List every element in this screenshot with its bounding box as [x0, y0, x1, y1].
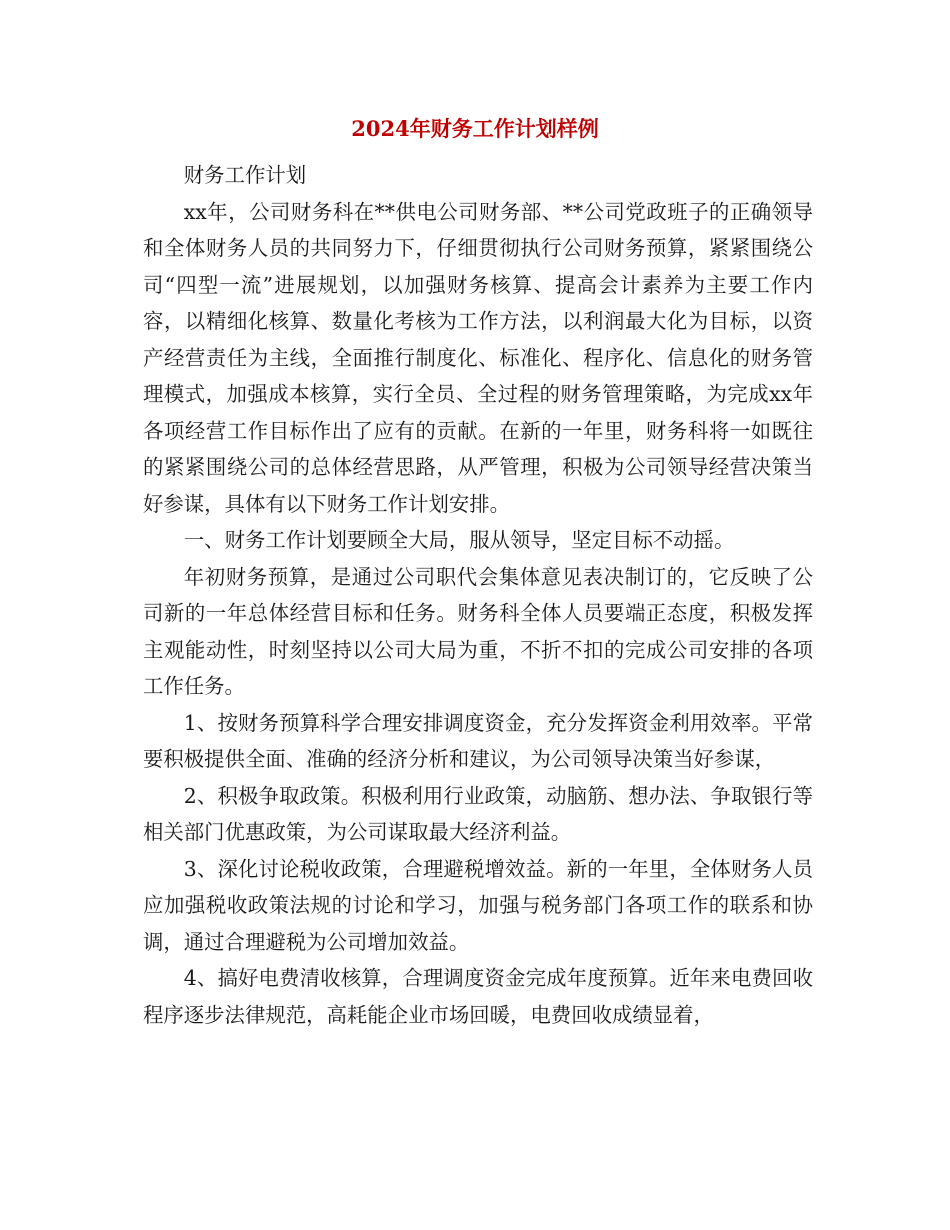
list-item: 2、积极争取政策。积极利用行业政策，动脑筋、想办法、争取银行等相关部门优惠政策，为公司谋取最大经济利益。 [143, 783, 813, 844]
paragraph: xx年，公司财务科在**供电公司财务部、**公司党政班子的正确领导和全体财务人员的共同努力下，仔细贯彻执行公司财务预算，紧紧围绕公司“四型一流”进展规划，以加强财务核算、提高会计素养为主要工作内容，以精细化核算、数量化考核为工作方法，以利润最大化为目标，以资产经营责任为主线，全面推行制度化、标准化、程序化、信息化的财务管理模式，加强成本核算，实行全员、全过程的财务管理策略，为完成xx年各项经营工作目标作出了应有的贡献。在新的一年里，财务科将一如既往的紧紧围绕公司的总体经营思路，从严管理，积极为公司领导经营决策当好参谋，具体有以下财务工作计划安排。 [143, 199, 813, 516]
document-body [143, 157, 813, 1033]
list-item: 4、搞好电费清收核算，合理调度资金完成年度预算。近年来电费回收程序逐步法律规范，高耗能企业市场回暖，电费回收成绩显着， [143, 966, 813, 1027]
section-heading: 一、财务工作计划要顾全大局，服从领导，坚定目标不动摇。 [183, 528, 735, 552]
list-item: 3、深化讨论税收政策，合理避税增效益。新的一年里，全体财务人员应加强税收政策法规的讨论和学习，加强与税务部门各项工作的联系和协调，通过合理避税为公司增加效益。 [143, 856, 813, 954]
paragraph: 年初财务预算，是通过公司职代会集体意见表决制订的，它反映了公司新的一年总体经营目标和任务。财务科全体人员要端正态度，积极发挥主观能动性，时刻坚持以公司大局为重，不折不扣的完成公司安排的各项工作任务。 [143, 564, 813, 698]
paragraph-heading: 财务工作计划 [183, 163, 307, 187]
list-item: 1、按财务预算科学合理安排调度资金，充分发挥资金利用效率。平常要积极提供全面、准确的经济分析和建议，为公司领导决策当好参谋， [143, 710, 813, 771]
document-title: 2024年财务工作计划样例 [351, 116, 599, 141]
